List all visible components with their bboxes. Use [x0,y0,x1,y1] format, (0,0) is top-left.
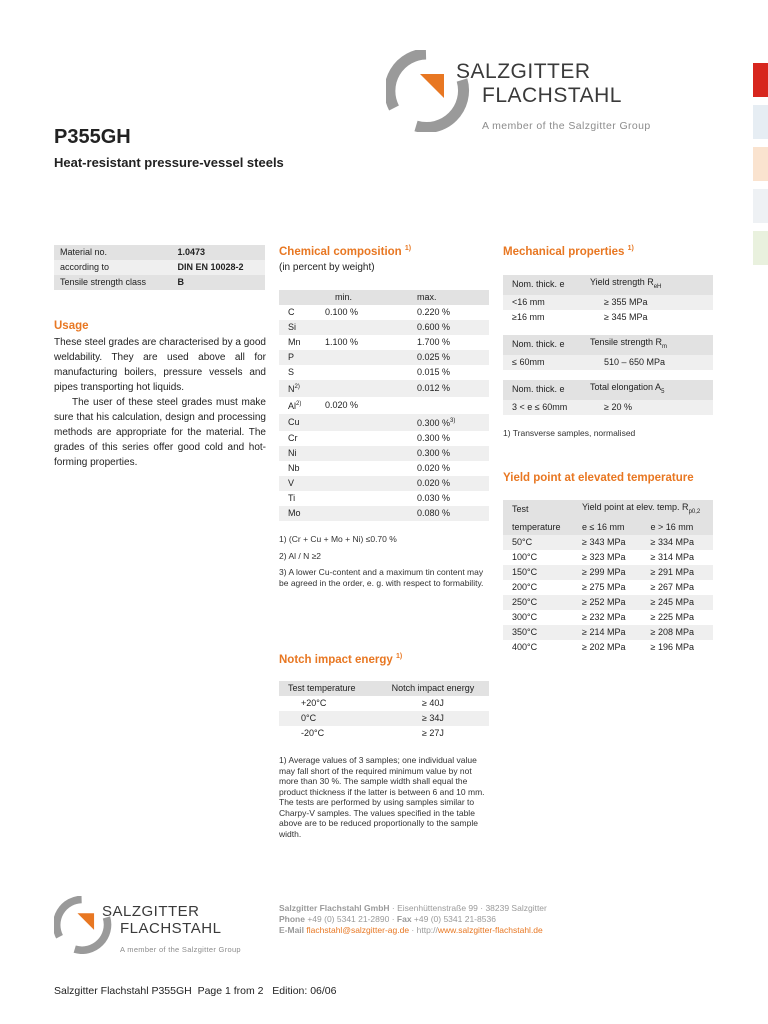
material-table [54,245,265,290]
min-cell [319,320,411,335]
material-label: according to [60,262,110,272]
chemical-notes [279,534,484,588]
ye-row [503,565,713,580]
notch-note: 1) Average values of 3 samples; one individual value may fall short of the required minimum value by not more than 30 %. The sample width shall equal the product thickness if the latter is between 6 and 10 mm. The tests are performed by using samples similar to Charpy-V samples. The values specified in the table above are to be reduced proportionally to the sample width. [279,755,485,839]
elong-row [503,400,713,415]
yield-h2-sub: eH [653,283,662,290]
chemical-row [279,365,489,380]
element-symbol: Mo [288,508,301,518]
ye-value-thick: ≥ 314 MPa [650,551,694,562]
usage-title: Usage [54,320,89,332]
ye-h2-text: Yield point at elev. temp. R [582,502,689,512]
color-bar-gray [753,189,768,223]
tensile-h2 [584,335,713,355]
max-cell [411,305,489,320]
yield-value: ≥ 355 MPa [584,295,713,310]
ye-temp: 200°C [512,581,538,592]
chemical-row [279,320,489,335]
tensile-h2-text: Tensile strength R [590,337,663,347]
ye-row [503,595,713,610]
ye-h1b: temperature [512,521,561,532]
max-cell [411,431,489,446]
logo-tagline: A member of the Salzgitter Group [482,120,651,132]
element-symbol: V [288,478,295,488]
yield-elevated-table [503,500,713,655]
col-max: max. [417,292,437,302]
ye-h2 [576,500,713,520]
contact-email-link[interactable]: flachstahl@salzgitter-ag.de [306,925,410,935]
ye-h2-sub: p0,2 [688,508,701,515]
material-row [54,260,265,275]
ye-header-row-2 [503,520,713,535]
ye-row [503,535,713,550]
elongation-table [503,380,713,415]
elong-h2 [584,380,713,400]
element-sup: 2) [294,384,300,390]
element-cell [279,461,319,476]
notch-value: ≥ 40J [421,698,444,708]
element-cell [279,414,319,431]
ye-value-thick: ≥ 245 MPa [650,596,694,607]
ye-value-thick: ≥ 334 MPa [650,536,694,547]
mechanical-title-sup: 1) [627,245,634,252]
min-cell [319,350,411,365]
max-value: 0.300 % [417,448,451,458]
tensile-header-row [503,335,713,355]
tensile-value: 510 – 650 MPa [584,355,713,370]
yield-value: ≥ 345 MPa [604,311,648,322]
chemical-note-2: 2) Al / N ≥2 [279,550,321,561]
max-cell [411,365,489,380]
element-symbol: P [288,352,295,362]
max-value: 0.300 % [417,418,451,428]
chemical-row [279,335,489,350]
min-cell [319,446,411,461]
notch-temp: -20°C [301,728,325,738]
max-cell [411,397,489,414]
tensile-strength-table [503,335,713,370]
chemical-title [279,245,411,258]
contact-sep: · http:// [409,925,438,935]
max-value: 0.012 % [417,383,451,393]
ye-value-thick: ≥ 291 MPa [650,566,694,577]
yield-h2-text: Yield strength R [590,277,654,287]
max-cell [411,461,489,476]
ye-value-thin: ≥ 275 MPa [582,581,626,592]
yield-elevated-title: Yield point at elevated temperature [503,472,694,484]
tensile-thick: ≤ 60mm [503,355,584,370]
contact-web-link[interactable]: www.salzgitter-flachstahl.de [437,925,543,935]
mechanical-note: 1) Transverse samples, normalised [503,428,636,438]
page-subtitle: Heat-resistant pressure-vessel steels [54,155,284,170]
footer-logo-tagline: A member of the Salzgitter Group [120,945,241,954]
max-value: 0.020 % [417,463,451,473]
chemical-note-3: 3) A lower Cu-content and a maximum tin content may be agreed in the order, e. g. with respect to formability. [279,567,484,588]
elong-h2-text: Total elongation A [590,382,662,392]
max-cell [411,491,489,506]
notch-title-text: Notch impact energy [279,653,393,666]
element-cell [279,305,319,320]
ye-header-row-1 [503,500,713,520]
min-cell [319,476,411,491]
yield-header-row [503,275,713,295]
element-symbol: Nb [288,463,300,473]
col-min: min. [335,292,353,302]
color-bar-green [753,231,768,265]
max-cell [411,335,489,350]
notch-row [279,696,489,711]
ye-value-thin: ≥ 343 MPa [582,536,626,547]
ye-row [503,610,713,625]
element-cell [279,431,319,446]
contact-email-label: E-Mail [279,925,305,935]
element-symbol: Si [288,322,297,332]
material-row [54,275,265,290]
element-symbol: Al [288,401,297,411]
max-value: 0.600 % [417,322,451,332]
ye-row [503,580,713,595]
max-value: 0.220 % [417,307,451,317]
logo-line1: SALZGITTER [456,60,591,83]
max-cell [411,320,489,335]
contact-address: · Eisenhüttenstraße 99 · 38239 Salzgitter [389,903,547,913]
max-cell [411,350,489,365]
element-cell [279,446,319,461]
chemical-row [279,491,489,506]
element-cell [279,397,319,414]
chemical-row [279,414,489,431]
page-footer: Salzgitter Flachstahl P355GH Page 1 from 2 Edition: 06/06 [54,985,337,997]
element-symbol: Ni [288,448,297,458]
yield-h2 [584,275,713,295]
chemical-row [279,461,489,476]
element-sup: 2) [296,401,302,407]
ye-row [503,640,713,655]
contact-phone-label: Phone [279,914,305,924]
ye-value-thick: ≥ 196 MPa [650,641,694,652]
element-symbol: Cr [288,433,298,443]
contact-fax: +49 (0) 5341 21-8536 [411,914,496,924]
notch-temp: +20°C [301,698,327,708]
element-symbol: S [288,367,295,377]
max-cell [411,414,489,431]
chemical-title-sup: 1) [404,245,412,252]
min-cell: 0.100 % [325,307,359,317]
min-cell: 0.020 % [325,400,359,410]
tensile-h2-sub: m [662,343,668,350]
min-cell [319,380,411,397]
usage-paragraph-1: These steel grades are characterised by a good weldability. They are used above all for manufacturing boilers, pressure vessels and pipes transporting hot liquids. [54,337,266,393]
element-cell [279,350,319,365]
element-cell [279,380,319,397]
footer-logo-line2: FLACHSTAHL [120,920,222,937]
element-cell [279,365,319,380]
tensile-h1: Nom. thick. e [512,339,565,350]
max-cell [411,476,489,491]
notch-col-1: Test temperature [288,683,356,693]
yield-row [503,295,713,310]
contact-line-3 [279,925,547,936]
notch-col-2: Notch impact energy [391,683,475,693]
max-cell [411,446,489,461]
element-symbol: Cu [288,417,300,427]
yield-row [503,310,713,325]
material-label: Material no. [60,247,108,257]
ye-value-thick: ≥ 208 MPa [650,626,694,637]
material-value: DIN EN 10028-2 [177,262,244,272]
tensile-row [503,355,713,370]
contact-phone: +49 (0) 5341 21-2890 · [304,914,397,924]
max-cell [411,380,489,397]
logo-line2: FLACHSTAHL [482,84,622,107]
max-sup: 3) [450,418,456,424]
chemical-row [279,380,489,397]
chemical-row [279,350,489,365]
ye-value-thin: ≥ 202 MPa [582,641,626,652]
elong-h1: Nom. thick. e [512,384,565,395]
max-cell [411,506,489,521]
elong-h2-sub: 5 [661,388,665,395]
max-value: 0.080 % [417,508,451,518]
chemical-row [279,431,489,446]
ye-value-thick: ≥ 225 MPa [650,611,694,622]
contact-company: Salzgitter Flachstahl GmbH [279,903,390,913]
chemical-title-text: Chemical composition [279,245,402,258]
ye-value-thin: ≥ 299 MPa [582,566,626,577]
ye-temp: 100°C [512,551,538,562]
elong-value: ≥ 20 % [584,400,713,415]
ye-value-thick: ≥ 267 MPa [650,581,694,592]
color-bar-red [753,63,768,97]
notch-title-sup: 1) [395,653,403,660]
ye-h2a: e ≤ 16 mm [582,521,625,532]
chemical-header-row [279,290,489,305]
color-bar-light-blue [753,105,768,139]
element-symbol: Ti [288,493,296,503]
ye-temp: 300°C [512,611,538,622]
yield-strength-table [503,275,713,325]
ye-h1a: Test [512,504,529,515]
material-row [54,245,265,260]
ye-temp: 50°C [512,536,533,547]
ye-row [503,550,713,565]
yield-h1: Nom. thick. e [512,279,565,290]
chemical-row [279,476,489,491]
element-symbol: C [288,307,295,317]
max-value: 0.020 % [417,478,451,488]
ye-value-thin: ≥ 252 MPa [582,596,626,607]
yield-thick: <16 mm [503,295,584,310]
notch-row [279,726,489,741]
min-cell [319,365,411,380]
contact-fax-label: Fax [396,914,412,924]
material-value: B [177,277,184,287]
notch-row [279,711,489,726]
element-cell [279,476,319,491]
notch-title [279,653,402,666]
min-cell [319,491,411,506]
min-cell [319,414,411,431]
chemical-row [279,397,489,414]
element-cell [279,335,319,350]
usage-text [54,335,266,470]
max-value: 0.300 % [417,433,451,443]
chemical-row [279,506,489,521]
element-cell [279,491,319,506]
contact-block [279,903,547,936]
mechanical-title-text: Mechanical properties [503,245,625,258]
element-symbol: N [288,384,295,394]
min-cell [319,506,411,521]
footer-logo-line1: SALZGITTER [102,903,200,920]
notch-value: ≥ 34J [421,713,444,723]
page-title: P355GH [54,126,131,148]
min-cell [319,431,411,446]
max-value: 0.025 % [417,352,451,362]
element-cell [279,506,319,521]
min-cell: 1.100 % [325,337,359,347]
yield-thick: ≥16 mm [512,311,545,322]
ye-value-thin: ≥ 214 MPa [582,626,626,637]
chemical-table [279,290,489,521]
ye-value-thin: ≥ 232 MPa [582,611,626,622]
chemical-row [279,446,489,461]
color-bar-peach [753,147,768,181]
ye-row [503,625,713,640]
contact-line-2 [279,914,547,925]
mechanical-title [503,245,634,258]
material-label: Tensile strength class [60,277,147,287]
notch-table [279,681,489,741]
chemical-note-1: 1) (Cr + Cu + Mo + Ni) ≤0.70 % [279,534,397,544]
max-value: 0.030 % [417,493,451,503]
ye-temp: 400°C [512,641,538,652]
material-value: 1.0473 [177,247,205,257]
element-cell [279,320,319,335]
element-symbol: Mn [288,337,301,347]
notch-header-row [279,681,489,696]
chemical-row [279,305,489,320]
ye-temp: 250°C [512,596,538,607]
ye-temp: 150°C [512,566,538,577]
chemical-subtitle: (in percent by weight) [279,262,375,273]
elong-header-row [503,380,713,400]
elong-thick: 3 < e ≤ 60mm [503,400,584,415]
ye-value-thin: ≥ 323 MPa [582,551,626,562]
max-value: 0.015 % [417,367,451,377]
ye-temp: 350°C [512,626,538,637]
notch-value: ≥ 27J [421,728,444,738]
usage-paragraph-2: The user of these steel grades must make sure that his calculation, design and processing methods are appropriate for the material. The grades of this series offer good cold and hot-forming properties. [54,397,266,468]
contact-line-1 [279,903,547,914]
notch-temp: 0°C [301,713,317,723]
max-value: 1.700 % [417,337,451,347]
min-cell [319,461,411,476]
ye-h2b: e > 16 mm [650,521,694,532]
